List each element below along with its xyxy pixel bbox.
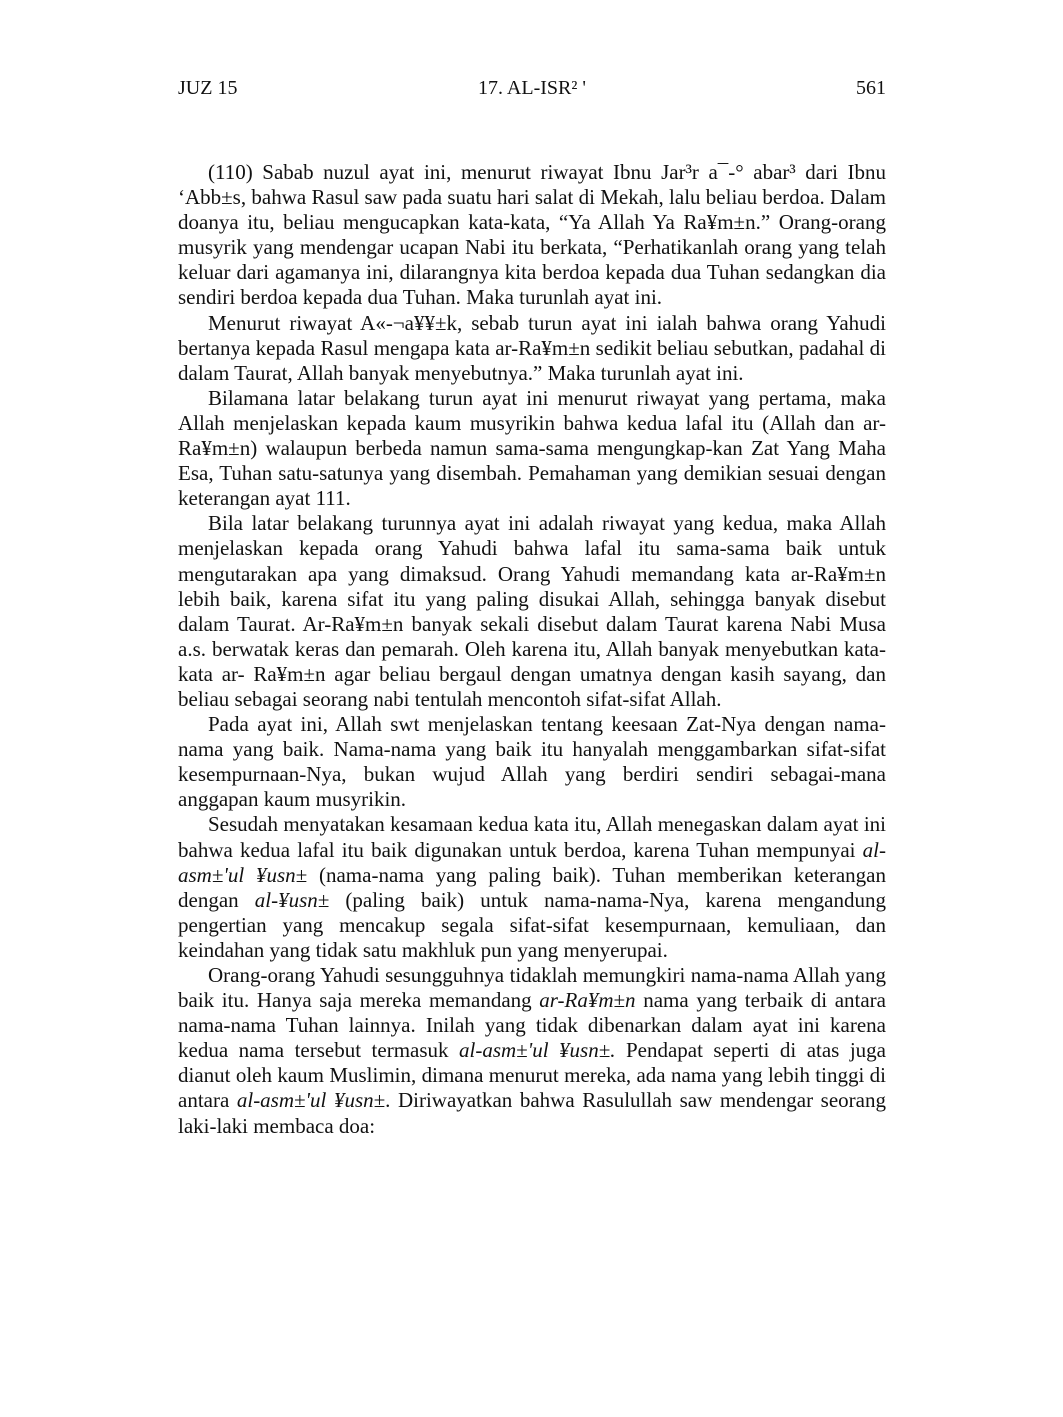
- paragraph: [178, 160, 886, 311]
- text-run: Orang-orang Yahudi sesungguhnya tidaklah memungkiri nama-nama Allah yang baik itu. Hanya saja mereka memandang: [178, 963, 886, 1013]
- text-run: Pendapat seperti di atas juga dianut oleh kaum Muslimin, dimana menurut mereka, ada nama yang lebih tinggi di antara: [178, 1038, 886, 1113]
- page-number: 561: [856, 77, 886, 99]
- text-run: . Diriwayatkan bahwa Rasulullah saw mendengar seorang laki-laki membaca doa:: [178, 1088, 886, 1138]
- running-header: [178, 74, 886, 102]
- paragraph: [178, 963, 886, 1139]
- text-run: (paling baik) untuk nama-nama-Nya, karena mengandung pengertian yang mencakup segala sifat-sifat kesempurnaan, kemuliaan, dan keindahan yang tidak satu makhluk pun yang menyerupai.: [178, 887, 886, 962]
- body-text: [178, 160, 886, 1139]
- juz-label: JUZ 15: [178, 77, 238, 99]
- italic-term: al-asm±'ul ¥usn±.: [459, 1038, 616, 1063]
- paragraph: [178, 311, 886, 386]
- text-run: Sesudah menyatakan kesamaan kedua kata itu, Allah menegaskan dalam ayat ini bahwa kedua lafal itu baik digunakan untuk berdoa, karena Tuhan mempunyai: [178, 812, 886, 862]
- italic-term: al-asm±'ul ¥usn±: [178, 837, 886, 887]
- paragraph: [178, 386, 886, 511]
- text-run: Pada ayat ini, Allah swt menjelaskan tentang keesaan Zat-Nya dengan nama-nama yang baik. Nama-nama yang baik itu hanyalah menggambarkan sifat-sifat kesempurnaan-Nya, bukan wujud Allah yang berdiri sendiri sebagai-mana anggapan kaum musyrikin.: [178, 712, 886, 812]
- paragraph: [178, 712, 886, 812]
- italic-term: ar-Ra¥m±n: [539, 988, 636, 1013]
- surah-title: 17. AL-ISR² ': [478, 77, 586, 99]
- text-run: nama yang terbaik di antara nama-nama Tuhan lainnya. Inilah yang tidak dibenarkan dalam ayat ini karena kedua nama tersebut termasuk: [178, 988, 886, 1063]
- italic-term: al-¥usn±: [254, 887, 330, 912]
- paragraph: [178, 511, 886, 712]
- text-run: (nama-nama yang paling baik). Tuhan memberikan keterangan dengan: [178, 862, 886, 912]
- text-run: Menurut riwayat A«-¬a¥¥±k, sebab turun ayat ini ialah bahwa orang Yahudi bertanya kepada Rasul mengapa kata ar-Ra¥m±n sedikit beliau sebutkan, padahal di dalam Taurat, Allah banyak menyebutnya.” Maka turunlah ayat ini.: [178, 310, 886, 385]
- paragraph: [178, 812, 886, 963]
- text-run: Bila latar belakang turunnya ayat ini adalah riwayat yang kedua, maka Allah menjelaskan kepada orang Yahudi bahwa lafal itu sama-sama baik untuk mengutarakan apa yang dimaksud. Orang Yahudi memandang kata ar-Ra¥m±n lebih baik, karena sifat itu yang paling disukai Allah, sehingga banyak disebut dalam Taurat. Ar-Ra¥m±n banyak sekali disebut dalam Taurat karena Nabi Musa a.s. berwatak keras dan pemarah. Oleh karena itu, Allah banyak menyebutkan kata-kata ar- Ra¥m±n agar beliau bergaul dengan umatnya dengan kasih sayang, dan beliau sebagai seorang nabi tentulah mencontoh sifat-sifat Allah.: [178, 511, 886, 711]
- italic-term: al-asm±'ul ¥usn±: [236, 1088, 386, 1113]
- text-run: (110) Sabab nuzul ayat ini, menurut riwayat Ibnu Jar³r a¯-° abar³ dari Ibnu ‘Abb±s, bahwa Rasul saw pada suatu hari salat di Mekah, lalu beliau berdoa. Dalam doanya itu, beliau mengucapkan kata-kata, “Ya Allah Ya Ra¥m±n.” Orang-orang musyrik yang mendengar ucapan Nabi itu berkata, “Perhatikanlah orang yang telah keluar dari agamanya ini, dilarangnya kita berdoa kepada dua Tuhan sedangkan dia sendiri berdoa kepada dua Tuhan. Maka turunlah ayat ini.: [178, 160, 886, 310]
- text-run: Bilamana latar belakang turun ayat ini menurut riwayat yang pertama, maka Allah menjelaskan kepada kaum musyrikin bahwa kedua lafal itu (Allah dan ar-Ra¥m±n) walaupun berbeda namun sama-sama mengungkap-kan Zat Yang Maha Esa, Tuhan satu-satunya yang disembah. Pemahaman yang demikian sesuai dengan keterangan ayat 111.: [178, 385, 886, 511]
